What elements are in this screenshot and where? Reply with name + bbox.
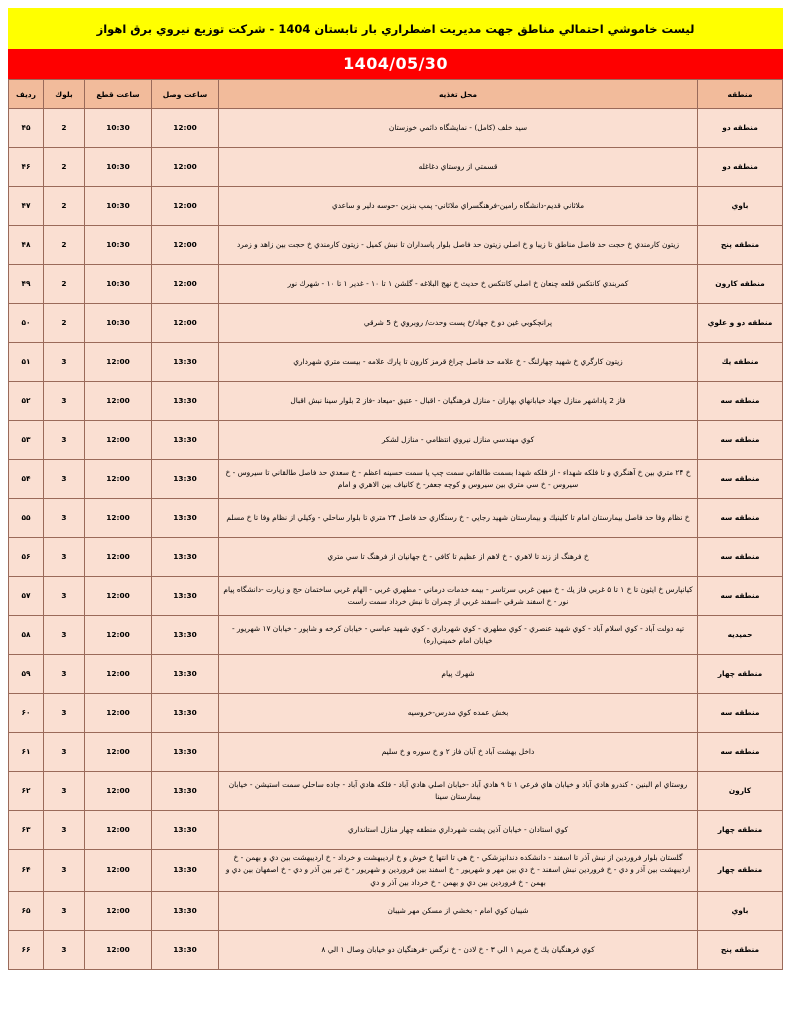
- cell-region: منطقه سه: [698, 733, 783, 772]
- table-row: [9, 226, 783, 265]
- cell-on-time: 13:30: [152, 811, 219, 850]
- column-header-on-time: ساعت وصل: [152, 80, 219, 109]
- page-title: ليست خاموشي احتمالي مناطق جهت مديريت اضطراري بار تابستان 1404 - شركت توزيع نيروي برق اهواز: [8, 8, 783, 49]
- cell-radif: ۶۲: [9, 772, 44, 811]
- cell-off-time: 12:00: [85, 930, 152, 969]
- table-row: [9, 655, 783, 694]
- cell-block: 3: [44, 930, 85, 969]
- cell-radif: ۴۵: [9, 109, 44, 148]
- cell-block: 3: [44, 850, 85, 892]
- table-row: [9, 187, 783, 226]
- cell-block: 3: [44, 460, 85, 499]
- column-header-place: محل تغذيه: [219, 80, 698, 109]
- cell-on-time: 13:30: [152, 850, 219, 892]
- table-row: [9, 930, 783, 969]
- cell-region: منطقه دو و علوي: [698, 304, 783, 343]
- cell-radif: ۶۶: [9, 930, 44, 969]
- cell-place: قسمتي از روستاي دغاغله: [219, 148, 698, 187]
- cell-radif: ۶۴: [9, 850, 44, 892]
- cell-off-time: 10:30: [85, 226, 152, 265]
- cell-radif: ۶۳: [9, 811, 44, 850]
- table-row: [9, 850, 783, 892]
- cell-off-time: 12:00: [85, 421, 152, 460]
- cell-radif: ۵۷: [9, 577, 44, 616]
- cell-place: فاز 2 پاداشهر منازل جهاد خيابانهاي بهاران - منازل فرهنگيان - اقبال - عتيق -ميعاد -فاز 2 بلوار سينا نبش اقبال: [219, 382, 698, 421]
- cell-on-time: 13:30: [152, 655, 219, 694]
- cell-block: 2: [44, 109, 85, 148]
- table-row: [9, 382, 783, 421]
- cell-off-time: 12:00: [85, 655, 152, 694]
- cell-region: منطقه سه: [698, 538, 783, 577]
- cell-on-time: 13:30: [152, 694, 219, 733]
- cell-place: كيانپارس خ ايثون تا خ ۱ تا ۵ غربي فاز يك - خ ميهن غربي سرتاسر - بيمه خدمات درماني - مطهري غربي - الهام غربي ساختمان حج و زيارت -دانشگاه پيام نور - خ اسفند شرقي -اسفند غربي از چمران تا نبش خرداد سمت راست: [219, 577, 698, 616]
- cell-place: ملاثاني قديم-دانشگاه رامين-فرهنگسراي ملاثاني- پمپ بنزين -حوسه دلير و ساعدي: [219, 187, 698, 226]
- cell-off-time: 12:00: [85, 733, 152, 772]
- cell-on-time: 13:30: [152, 891, 219, 930]
- cell-region: منطقه سه: [698, 421, 783, 460]
- cell-place: كوي فرهنگيان يك خ مريم ۱ الي ۳ - خ لادن - خ نرگس -فرهنگيان دو خيابان وصال ۱ الي ۸: [219, 930, 698, 969]
- cell-place: گلستان بلوار فروردين از نبش آذر تا اسفند - دانشكده دندانپزشكي - خ هي تا انتها خ خوش و خ ارديبهشت و خرداد - خ ارديبهشت بين دي و بهمن - خ ارديبهشت بين آذر و دي - خ فروردين نبش اسفند - خ دي بين مهر و شهريور - خ اسفند بين فروردين و شهريور - خ تير بين آذر و دي - خ اصفهان بين دي و بهمن - خ فروردين بين دي و بهمن - خ خرداد بين آذر و دي: [219, 850, 698, 892]
- cell-off-time: 10:30: [85, 109, 152, 148]
- cell-radif: ۶۵: [9, 891, 44, 930]
- cell-place: خ فرهنگ از زند تا لاهري - خ لاهم از عظيم تا كافي - خ جهانيان از فرهنگ تا سي متري: [219, 538, 698, 577]
- cell-off-time: 12:00: [85, 343, 152, 382]
- table-row: [9, 148, 783, 187]
- cell-region: كارون: [698, 772, 783, 811]
- cell-place: كوي استادان - خيابان آذين پشت شهرداري منطقه چهار منازل استانداري: [219, 811, 698, 850]
- cell-off-time: 10:30: [85, 304, 152, 343]
- cell-on-time: 12:00: [152, 109, 219, 148]
- cell-place: بخش عمده كوي مدرس-خروسيه: [219, 694, 698, 733]
- cell-radif: ۴۷: [9, 187, 44, 226]
- table-row: [9, 694, 783, 733]
- cell-place: سيد خلف (كامل) - نمايشگاه دائمي خوزستان: [219, 109, 698, 148]
- cell-block: 3: [44, 421, 85, 460]
- cell-on-time: 13:30: [152, 499, 219, 538]
- cell-place: شهرك پيام: [219, 655, 698, 694]
- cell-radif: ۵۲: [9, 382, 44, 421]
- cell-block: 3: [44, 499, 85, 538]
- cell-off-time: 12:00: [85, 538, 152, 577]
- cell-place: شيبان كوي امام - بخشي از مسكن مهر شيبان: [219, 891, 698, 930]
- cell-off-time: 12:00: [85, 850, 152, 892]
- cell-off-time: 12:00: [85, 772, 152, 811]
- column-header-block: بلوك: [44, 80, 85, 109]
- cell-place: روستاي ام البنين - كندرو هادي آباد و خيابان هاي فرعي ۱ تا ۹ هادي آباد -خيابان اصلي هادي آباد - فلكه هادي آباد - جاده ساحلي سمت استيشن - خيابان بيمارستان سينا: [219, 772, 698, 811]
- cell-region: منطقه چهار: [698, 655, 783, 694]
- cell-on-time: 13:30: [152, 733, 219, 772]
- table-row: [9, 343, 783, 382]
- cell-region: منطقه سه: [698, 382, 783, 421]
- cell-block: 3: [44, 382, 85, 421]
- cell-block: 3: [44, 655, 85, 694]
- table-row: [9, 733, 783, 772]
- cell-place: خ ۲۴ متري بين خ آهنگري و تا فلكه شهداء - از فلكه شهدا بسمت طالقاني سمت چپ يا سمت حسينه اعظم - خ سعدي حد فاصل طالقاني تا سيروس - خ سيروس - خ سي متري بين سيروس و كوچه جعفر- خ كانياف بين الاهري و امام: [219, 460, 698, 499]
- table-row: [9, 577, 783, 616]
- table-row: [9, 772, 783, 811]
- cell-on-time: 13:30: [152, 577, 219, 616]
- cell-on-time: 13:30: [152, 616, 219, 655]
- cell-region: منطقه كارون: [698, 265, 783, 304]
- cell-on-time: 13:30: [152, 460, 219, 499]
- cell-region: منطقه سه: [698, 460, 783, 499]
- cell-block: 2: [44, 187, 85, 226]
- table-row: [9, 460, 783, 499]
- cell-block: 3: [44, 694, 85, 733]
- cell-off-time: 12:00: [85, 616, 152, 655]
- cell-radif: ۵۴: [9, 460, 44, 499]
- cell-on-time: 13:30: [152, 772, 219, 811]
- cell-on-time: 12:00: [152, 304, 219, 343]
- cell-radif: ۶۰: [9, 694, 44, 733]
- cell-place: پرانچكوبي غين دو خ جهاد/خ پست وحدت/ روبروي خ 5 شرقي: [219, 304, 698, 343]
- cell-region: منطقه دو: [698, 109, 783, 148]
- cell-on-time: 13:30: [152, 382, 219, 421]
- table-row: [9, 304, 783, 343]
- cell-on-time: 12:00: [152, 148, 219, 187]
- cell-radif: ۵۱: [9, 343, 44, 382]
- cell-region: منطقه چهار: [698, 811, 783, 850]
- cell-off-time: 10:30: [85, 148, 152, 187]
- cell-region: منطقه چهار: [698, 850, 783, 892]
- table-header-row: [9, 80, 783, 109]
- cell-radif: ۵۸: [9, 616, 44, 655]
- cell-region: منطقه سه: [698, 694, 783, 733]
- cell-on-time: 12:00: [152, 187, 219, 226]
- cell-block: 3: [44, 577, 85, 616]
- cell-off-time: 12:00: [85, 577, 152, 616]
- cell-block: 3: [44, 772, 85, 811]
- cell-radif: ۴۸: [9, 226, 44, 265]
- cell-place: زيتون كارمندي خ حجت حد فاصل مناطق تا زيبا و خ اصلي زيتون حد فاصل بلوار پاسداران تا نبش كميل - زيتون كارمندي خ حجت بين زاهد و زمرد: [219, 226, 698, 265]
- table-row: [9, 499, 783, 538]
- cell-on-time: 12:00: [152, 265, 219, 304]
- cell-off-time: 12:00: [85, 382, 152, 421]
- cell-place: كمربندي كانتكس قلعه چنعان خ اصلي كانتكس خ حديث خ نهج البلاغه - گلشن ۱ تا ۱۰ - غدير ۱ تا ۱۰ - شهرك نور: [219, 265, 698, 304]
- cell-region: منطقه سه: [698, 499, 783, 538]
- cell-on-time: 13:30: [152, 538, 219, 577]
- cell-radif: ۵۵: [9, 499, 44, 538]
- cell-radif: ۵۹: [9, 655, 44, 694]
- cell-region: باوي: [698, 891, 783, 930]
- cell-region: منطقه سه: [698, 577, 783, 616]
- schedule-date: 1404/05/30: [8, 49, 783, 79]
- table-row: [9, 538, 783, 577]
- cell-radif: ۵۶: [9, 538, 44, 577]
- outage-table: [8, 79, 783, 970]
- cell-block: 3: [44, 538, 85, 577]
- cell-block: 3: [44, 343, 85, 382]
- cell-block: 3: [44, 891, 85, 930]
- table-row: [9, 265, 783, 304]
- cell-radif: ۴۶: [9, 148, 44, 187]
- column-header-radif: رديف: [9, 80, 44, 109]
- cell-on-time: 13:30: [152, 930, 219, 969]
- cell-radif: ۶۱: [9, 733, 44, 772]
- cell-place: تپه دولت آباد - كوي اسلام آباد - كوي شهيد عنصري - كوي مطهري - كوي شهرداري - كوي شهيد عباسي - خيابان كرخه و شاپور - خيابان ۱۷ شهريور - خيابان امام خميني(ره): [219, 616, 698, 655]
- cell-off-time: 10:30: [85, 265, 152, 304]
- cell-block: 2: [44, 226, 85, 265]
- cell-block: 2: [44, 265, 85, 304]
- cell-region: منطقه دو: [698, 148, 783, 187]
- cell-block: 3: [44, 811, 85, 850]
- cell-block: 2: [44, 304, 85, 343]
- cell-block: 3: [44, 733, 85, 772]
- cell-on-time: 12:00: [152, 226, 219, 265]
- cell-off-time: 12:00: [85, 499, 152, 538]
- table-row: [9, 421, 783, 460]
- table-row: [9, 109, 783, 148]
- cell-on-time: 13:30: [152, 421, 219, 460]
- cell-region: حميديه: [698, 616, 783, 655]
- cell-region: منطقه پنج: [698, 226, 783, 265]
- table-row: [9, 811, 783, 850]
- cell-on-time: 13:30: [152, 343, 219, 382]
- column-header-region: منطقه: [698, 80, 783, 109]
- cell-block: 3: [44, 616, 85, 655]
- cell-block: 2: [44, 148, 85, 187]
- cell-place: خ نظام وفا حد فاصل بيمارستان امام تا كلينيك و بيمارستان شهيد رجايي - خ رستگاري حد فاصل ۲۴ متري تا بلوار ساحلي - وكيلي از نظام وفا تا خ مسلم: [219, 499, 698, 538]
- cell-off-time: 12:00: [85, 811, 152, 850]
- table-row: [9, 891, 783, 930]
- cell-place: داخل بهشت آباد خ آبان فاز ۲ و خ سوره و خ سليم: [219, 733, 698, 772]
- column-header-off-time: ساعت قطع: [85, 80, 152, 109]
- table-row: [9, 616, 783, 655]
- cell-off-time: 10:30: [85, 187, 152, 226]
- cell-region: منطقه پنج: [698, 930, 783, 969]
- cell-radif: ۵۳: [9, 421, 44, 460]
- cell-radif: ۴۹: [9, 265, 44, 304]
- cell-place: زيتون كارگري خ شهيد چهارلنگ - خ علامه حد فاصل چراغ قرمز كارون تا پارك علامه - بيست متري شهرداري: [219, 343, 698, 382]
- cell-off-time: 12:00: [85, 694, 152, 733]
- cell-off-time: 12:00: [85, 460, 152, 499]
- table-header: [9, 80, 783, 109]
- table-body: [9, 109, 783, 970]
- cell-off-time: 12:00: [85, 891, 152, 930]
- cell-region: باوي: [698, 187, 783, 226]
- cell-radif: ۵۰: [9, 304, 44, 343]
- cell-place: كوي مهندسي منازل نيروي انتظامي - منازل لشكر: [219, 421, 698, 460]
- cell-region: منطقه يك: [698, 343, 783, 382]
